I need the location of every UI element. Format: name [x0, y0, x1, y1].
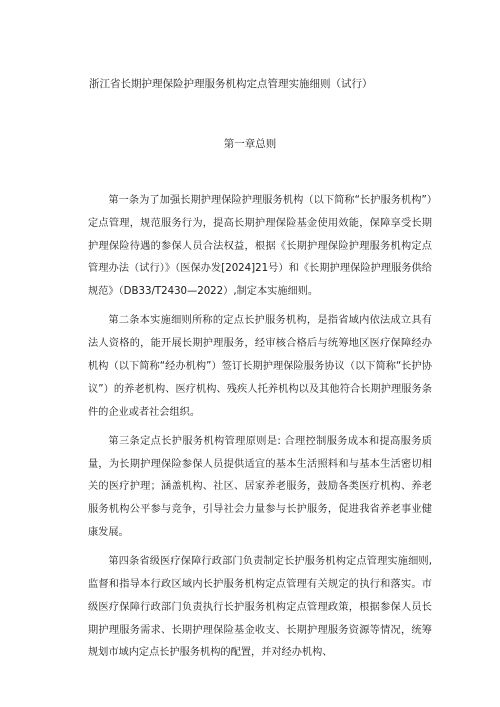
article-paragraph-4: 第四条省级医疗保障行政部门负责制定长护服务机构定点管理实施细则,监督和指导本行政区域内长护服务机构定点管理有关规定的执行和落实。市级医疗保障行政部门负责执行长护服务机构定点管理政策，根据参保人员长期护理服务需求、长期护理保险基金收支、长期护理服务资源等情况，统筹规划市域内定点长护服务机构的配置，并对经办机构、 — [88, 556, 432, 659]
article-paragraph-3: 第三条定点长护服务机构管理原则是: 合理控制服务成本和提高服务质量，为长期护理保险参保人员提供适宜的基本生活照料和与基本生活密切相关的医疗护理；涵盖机构、社区、居家养老服务，鼓励各类医疗机构、养老服务机构公平参与竞争，引导社会力量参与长护服务，促进我省养老事业健康发展。 — [88, 435, 432, 538]
chapter-heading: 第一章总则 — [223, 138, 277, 150]
article-paragraph-2: 第二条本实施细则所称的定点长护服务机构，是指省域内依法成立具有法人资格的，能开展长期护理服务，经审核合格后与统筹地区医疗保障经办机构（以下简称“经办机构”）签订长期护理保险服务协议（以下简称“长护协议”）的养老机构、医疗机构、残疾人托养机构以及其他符合长期护理服务条件的企业或者社会组织。 — [88, 315, 432, 418]
document-title: 浙江省长期护理保险护理服务机构定点管理实施细则（试行） — [89, 78, 373, 90]
article-paragraph-1: 第一条为了加强长期护理保险护理服务机构（以下简称“长护服务机构”）定点管理，规范服务行为，提高长期护理保险基金使用效能，保障享受长期护理保险待遇的参保人员合法权益，根据《长期护理保险护理服务机构定点管理办法（试行）》（医保办发[2024]21号）和《长期护理保险护理服务供给规范》（DB33/T2430—2022）,制定本实施细则。 — [88, 195, 432, 298]
document-body — [88, 190, 432, 672]
